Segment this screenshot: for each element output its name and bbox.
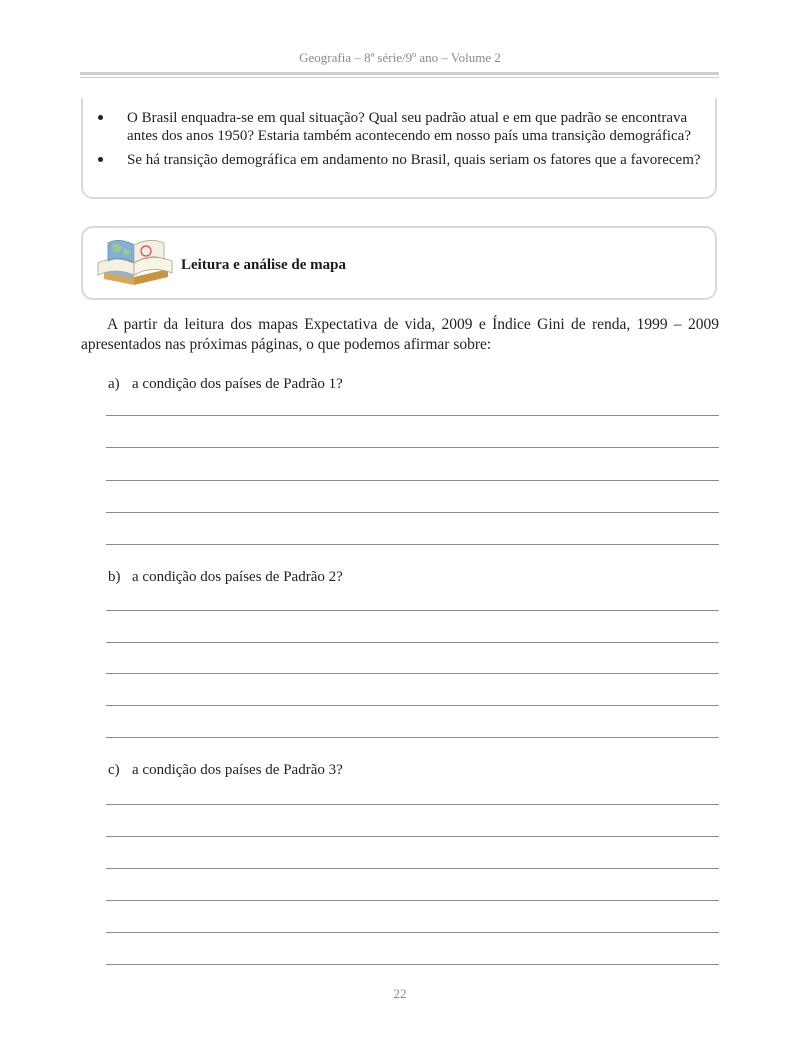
header-rule-thin (80, 77, 719, 78)
answer-line[interactable] (106, 737, 719, 738)
intro-paragraph: A partir da leitura dos mapas Expectativa de vida, 2009 e Índice Gini de renda, 1999 – 2009 apresentados nas próximas páginas, o que podemos afirmar sobre: (81, 316, 719, 353)
header-rule (80, 72, 719, 75)
bullet-dot (98, 115, 103, 120)
open-book-map-icon (94, 233, 176, 289)
answer-line[interactable] (106, 512, 719, 513)
answer-line[interactable] (106, 447, 719, 448)
bullet-item (127, 151, 701, 169)
bullet-text: O Brasil enquadra-se em qual situação? Qual seu padrão atual e em que padrão se encontrava antes dos anos 1950? Estaria também acontecendo em nosso país uma transição demográfica? (127, 110, 691, 144)
section-title: Leitura e análise de mapa (181, 257, 346, 273)
bullet-item (127, 109, 701, 145)
answer-line[interactable] (106, 544, 719, 545)
page-number: 22 (393, 986, 407, 1001)
question-text: a condição dos países de Padrão 1? (132, 376, 343, 392)
answer-line[interactable] (106, 804, 719, 805)
answer-line[interactable] (106, 610, 719, 611)
question-a (108, 376, 343, 393)
answer-line[interactable] (106, 480, 719, 481)
answer-line[interactable] (106, 642, 719, 643)
bullet-text: Se há transição demográfica em andamento no Brasil, quais seriam os fatores que a favorecem? (127, 152, 701, 168)
answer-line[interactable] (106, 964, 719, 965)
answer-line[interactable] (106, 836, 719, 837)
answer-line[interactable] (106, 900, 719, 901)
answer-line[interactable] (106, 415, 719, 416)
question-b (108, 569, 343, 586)
answer-line[interactable] (106, 932, 719, 933)
question-text: a condição dos países de Padrão 2? (132, 569, 343, 585)
question-letter: a) (108, 376, 120, 392)
bullet-dot (98, 157, 103, 162)
answer-line[interactable] (106, 673, 719, 674)
running-header: Geografia – 8ª série/9º ano – Volume 2 (299, 50, 501, 65)
question-text: a condição dos países de Padrão 3? (132, 762, 343, 778)
question-letter: c) (108, 762, 120, 778)
question-c (108, 762, 343, 779)
question-letter: b) (108, 569, 121, 585)
section-heading-box (81, 226, 717, 300)
answer-line[interactable] (106, 868, 719, 869)
answer-line[interactable] (106, 705, 719, 706)
